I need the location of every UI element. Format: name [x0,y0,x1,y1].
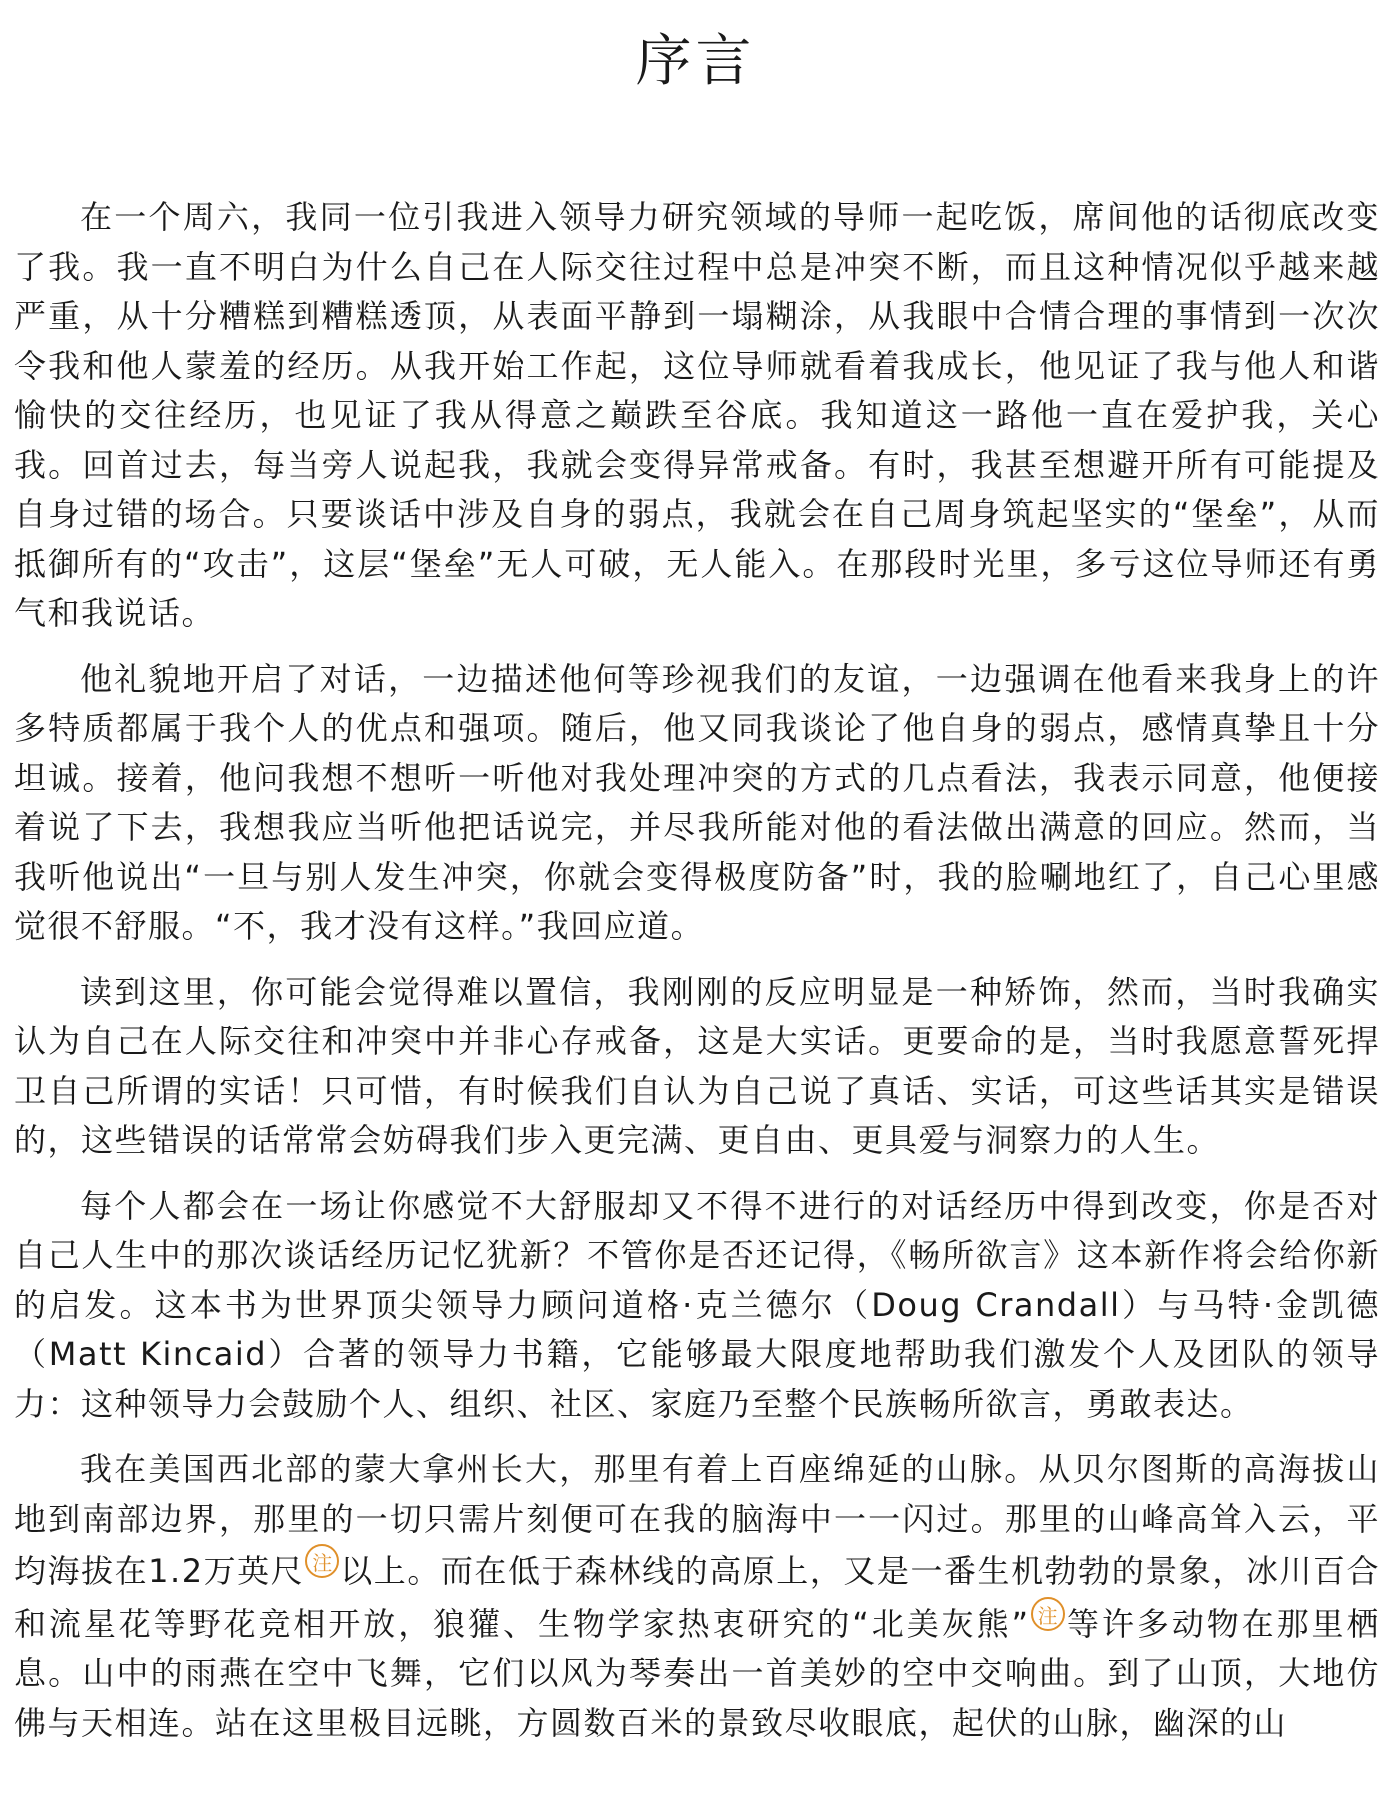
paragraph-5-text-2: 以上。而在低于森林线的高原上，又是一番生机勃勃的景象，冰川百合和流星花等野花竞相开放，狼獾、生物学家热衷研究的“北美灰熊” [14,1552,1380,1643]
paragraph-3: 读到这里，你可能会觉得难以置信，我刚刚的反应明显是一种矫饰，然而，当时我确实认为自己在人际交往和冲突中并非心存戒备，这是大实话。更要命的是，当时我愿意誓死捍卫自己所谓的实话！只可惜，有时候我们自认为自己说了真话、实话，可这些话其实是错误的，这些错误的话常常会妨碍我们步入更完满、更自由、更具爱与洞察力的人生。 [14,972,1380,1159]
page-title: 序言 [635,29,756,94]
footnote-marker-icon[interactable]: 注 [305,1544,339,1578]
paragraph-5 [14,1445,1380,1748]
paragraph-1: 在一个周六，我同一位引我进入领导力研究领域的导师一起吃饭，席间他的话彻底改变了我。我一直不明白为什么自己在人际交往过程中总是冲突不断，而且这种情况似乎越来越严重，从十分糟糕到糟糕透顶，从表面平静到一塌糊涂，从我眼中合情合理的事情到一次次令我和他人蒙羞的经历。从我开始工作起，这位导师就看着我成长，他见证了我与他人和谐愉快的交往经历，也见证了我从得意之巅跌至谷底。我知道这一路他一直在爱护我，关心我。回首过去，每当旁人说起我，我就会变得异常戒备。有时，我甚至想避开所有可能提及自身过错的场合。只要谈话中涉及自身的弱点，我就会在自己周身筑起坚实的“堡垒”，从而抵御所有的“攻击”，这层“堡垒”无人可破，无人能入。在那段时光里，多亏这位导师还有勇气和我说话。 [14,198,1380,632]
paragraph-4: 每个人都会在一场让你感觉不大舒服却又不得不进行的对话经历中得到改变，你是否对自己人生中的那次谈话经历记忆犹新？不管你是否还记得，《畅所欲言》这本新作将会给你新的启发。这本书为世界顶尖领导力顾问道格·克兰德尔（Doug Crandall）与马特·金凯德（Matt Kincaid）合著的领导力书籍，它能够最大限度地帮助我们激发个人及团队的领导力：这种领导力会鼓励个人、组织、社区、家庭乃至整个民族畅所欲言，勇敢表达。 [14,1186,1380,1423]
paragraph-5-text-3: 等许多动物在那里栖息。山中的雨燕在空中飞舞，它们以风为琴奏出一首美妙的空中交响曲。到了山顶，大地仿佛与天相连。站在这里极目远眺，方圆数百米的景致尽收眼底，起伏的山脉，幽深的山 [14,1604,1380,1742]
body-text [14,193,1380,1764]
paragraph-2: 他礼貌地开启了对话，一边描述他何等珍视我们的友谊，一边强调在他看来我身上的许多特质都属于我个人的优点和强项。随后，他又同我谈论了他自身的弱点，感情真挚且十分坦诚。接着，他问我想不想听一听他对我处理冲突的方式的几点看法，我表示同意，他便接着说了下去，我想我应当听他把话说完，并尽我所能对他的看法做出满意的回应。然而，当我听他说出“一旦与别人发生冲突，你就会变得极度防备”时，我的脸唰地红了，自己心里感觉很不舒服。“不，我才没有这样。”我回应道。 [14,659,1380,945]
footnote-marker-icon[interactable]: 注 [1031,1597,1065,1631]
paragraph-5-text-1: 我在美国西北部的蒙大拿州长大，那里有着上百座绵延的山脉。从贝尔图斯的高海拔山地到南部边界，那里的一切只需片刻便可在我的脑海中一一闪过。那里的山峰高耸入云，平均海拔在1.2万英尺 [14,1450,1380,1590]
